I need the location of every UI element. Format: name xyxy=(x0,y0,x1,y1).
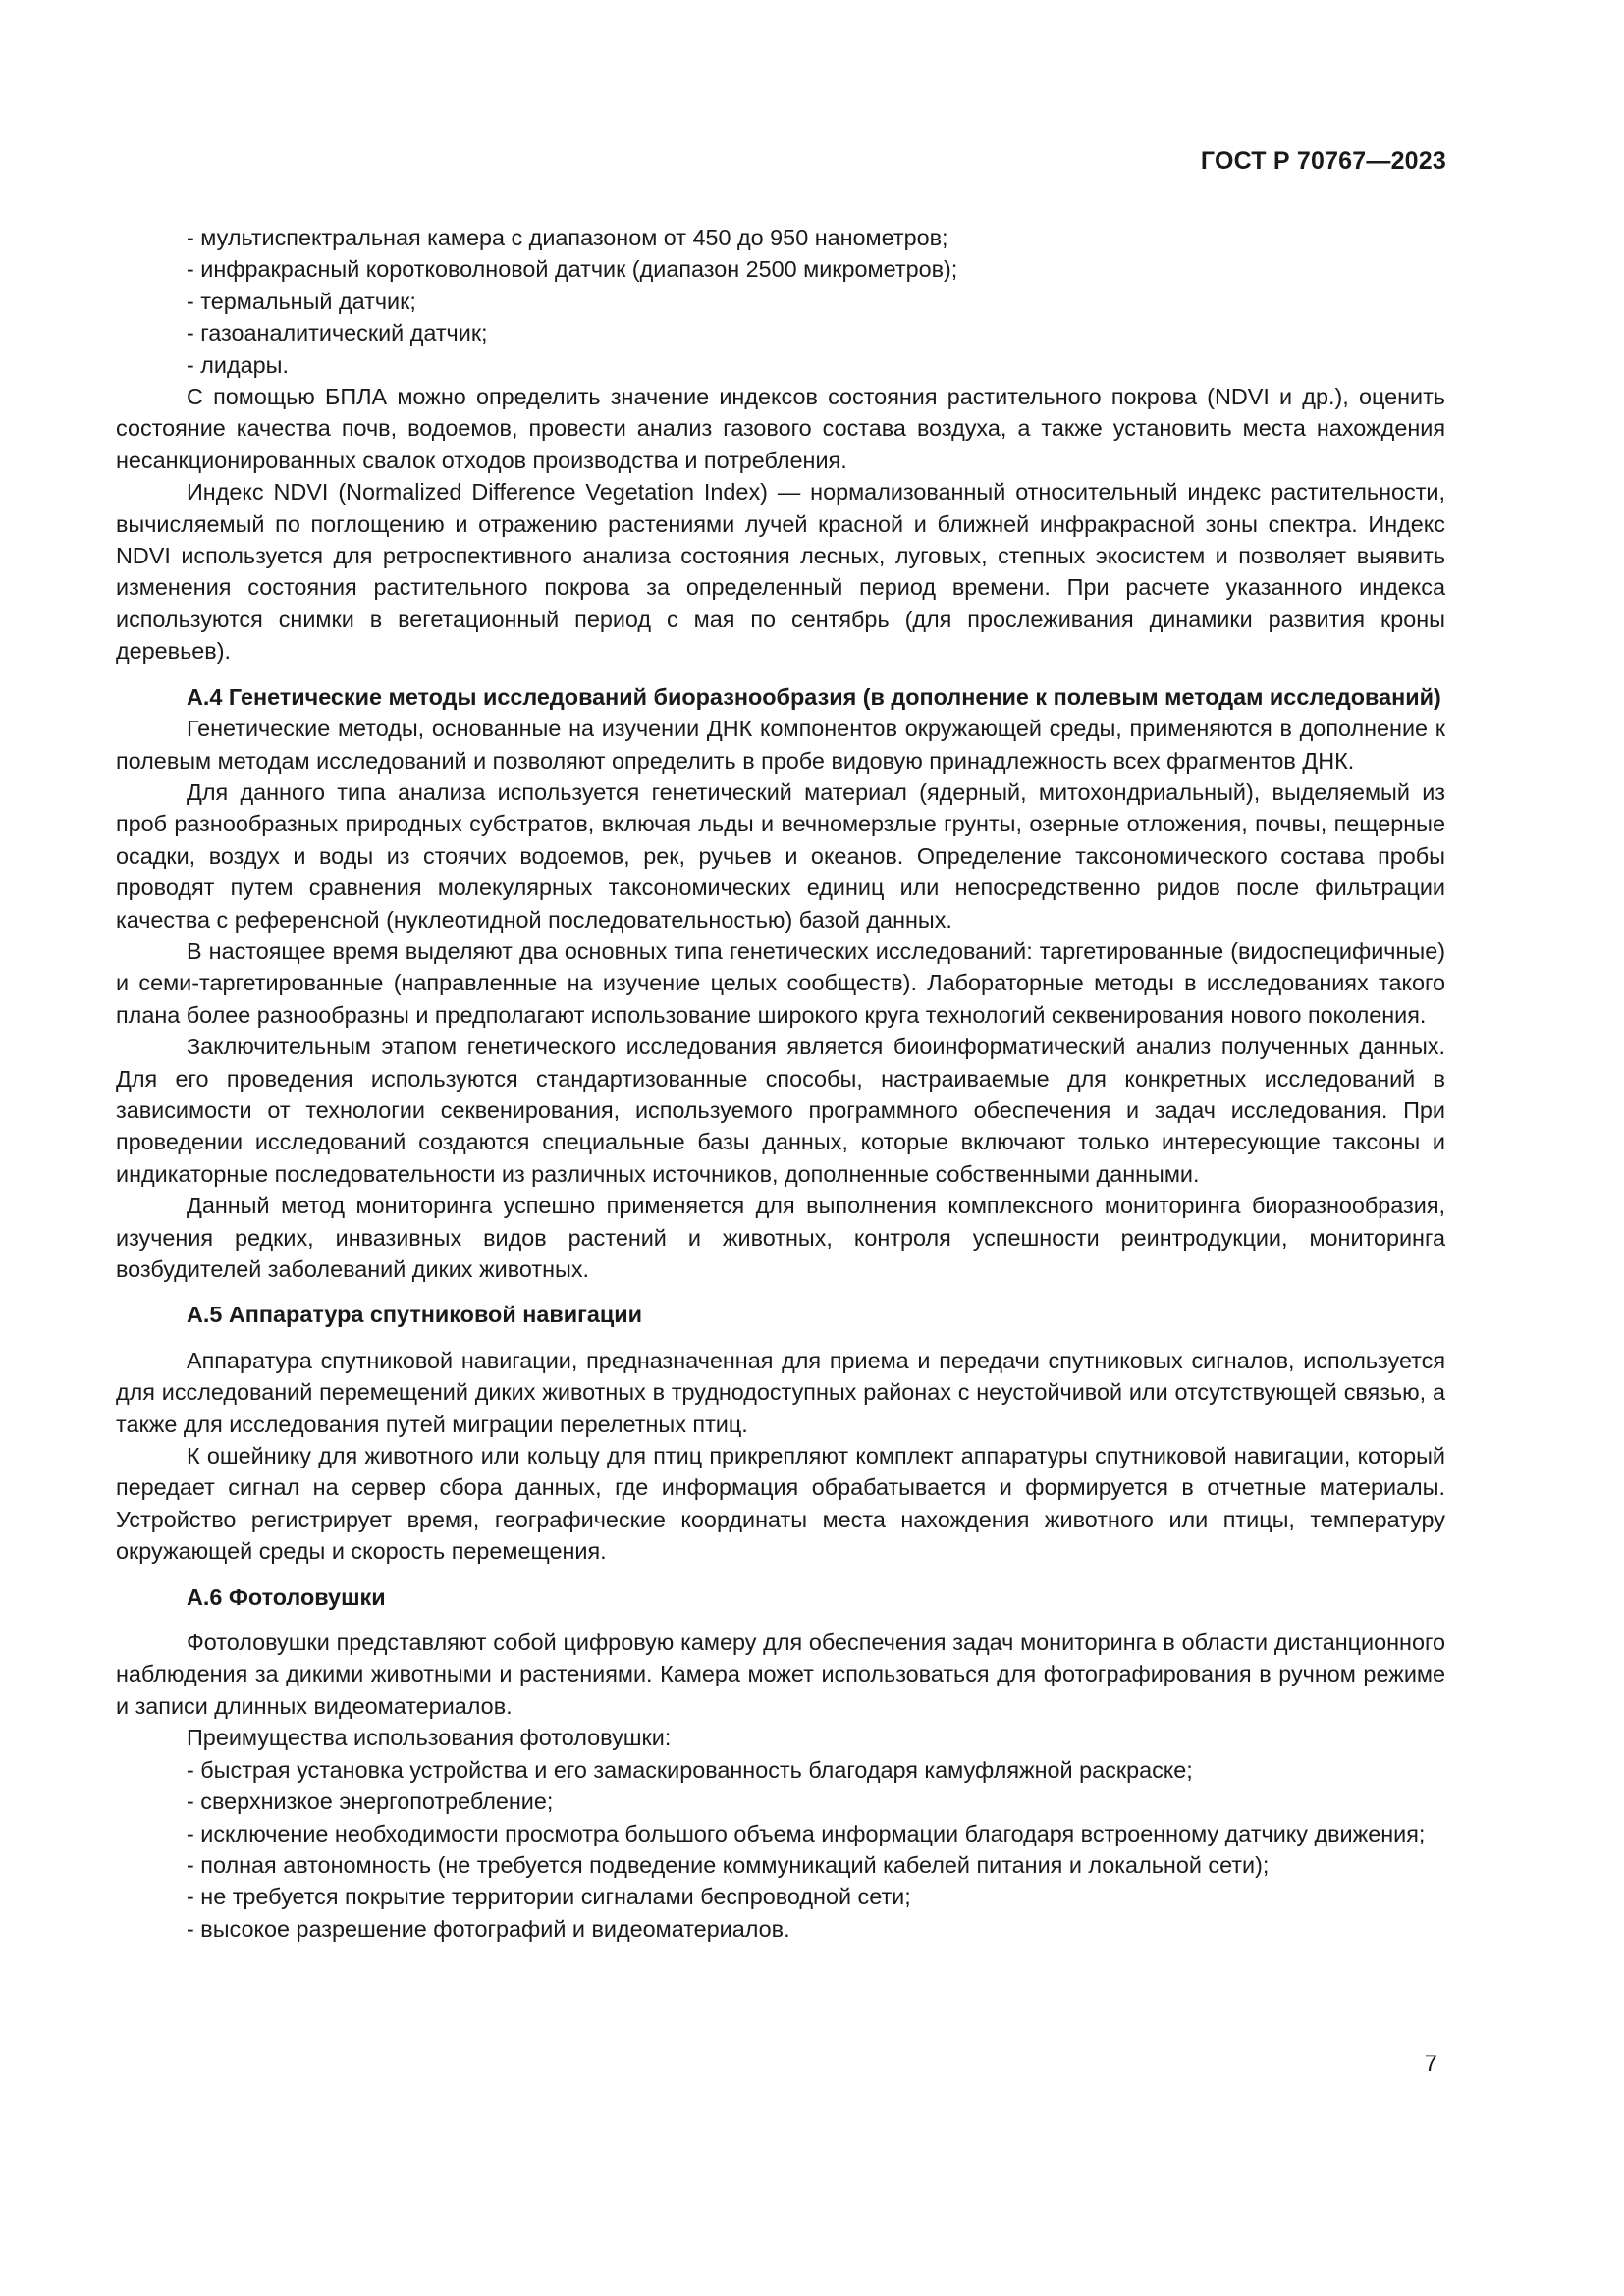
paragraph: В настоящее время выделяют два основных типа генетических исследований: таргетированные (видоспецифичные) и семи-таргетированные (направленные на изучение целых сообществ). Лабораторные методы в исследованиях такого плана более разнообразны и предполагают использование широкого круга технологий секвенирования нового поколения. xyxy=(116,937,1445,1028)
paragraph: Данный метод мониторинга успешно применяется для выполнения комплексного мониторинга биоразнообразия, изучения редких, инвазивных видов растений и животных, контроля успешности реинтродукции, мониторинга возбудителей заболеваний диких животных. xyxy=(116,1193,1445,1282)
list-item: - лидары. xyxy=(187,351,289,378)
paragraph: Для данного типа анализа используется генетический материал (ядерный, митохондриальный), выделяемый из проб разнообразных природных субстратов, включая льды и вечномерзлые грунты, озерные отложения, почвы, пещерные осадки, воздух и воды из стоячих водоемов, рек, ручьев и океанов. Определение таксономического состава пробы проводят путем сравнения молекулярных таксономических единиц или непосредственно ридов после фильтрации качества с референсной (нуклеотидной последовательностью) базой данных. xyxy=(116,778,1445,933)
list-item: - быстрая установка устройства и его замаскированность благодаря камуфляжной раскраске; xyxy=(187,1756,1193,1783)
paragraph-ndvi: Индекс NDVI (Normalized Difference Vegetation Index) — нормализованный относительный индекс растительности, вычисляемый по поглощению и отражению растениями лучей красной и ближней инфракрасной зоны спектра. Индекс NDVI используется для ретроспективного анализа состояния лесных, луговых, степных экосистем и позволяет выявить изменения состояния растительного покрова за определенный период времени. При расчете указанного индекса используются снимки в вегетационный период с мая по сентябрь (для прослеживания динамики развития кроны деревьев). xyxy=(116,479,1445,665)
list-item: - не требуется покрытие территории сигналами беспроводной сети; xyxy=(187,1884,911,1910)
paragraph: Преимущества использования фотоловушки: xyxy=(187,1725,672,1751)
section-title-a5: А.5 Аппаратура спутниковой навигации xyxy=(187,1302,642,1328)
paragraph: Фотоловушки представляют собой цифровую камеру для обеспечения задач мониторинга в области дистанционного наблюдения за дикими животными и растениями. Камера может использоваться для фотографирования в ручном режиме и записи длинных видеоматериалов. xyxy=(116,1629,1445,1719)
list-item: - термальный датчик; xyxy=(187,288,416,314)
section-title-a4: А.4 Генетические методы исследований биоразнообразия (в дополнение к полевым методам исследований) xyxy=(187,683,1441,710)
paragraph: Заключительным этапом генетического исследования является биоинформатический анализ полученных данных. Для его проведения используются стандартизованные способы, настраиваемые для конкретных исследований в зависимости от технологии секвенирования, используемого программного обеспечения и задач исследования. При проведении исследований создаются специальные базы данных, которые включают только интересующие таксоны и индикаторные последовательности из различных источников, дополненные собственными данными. xyxy=(116,1034,1445,1187)
paragraph-bpla: С помощью БПЛА можно определить значение индексов состояния растительного покрова (NDVI и др.), оценить состояние качества почв, водоемов, провести анализ газового состава воздуха, а также установить места нахождения несанкционированных свалок отходов производства и потребления. xyxy=(116,384,1445,473)
list-item: - исключение необходимости просмотра большого объема информации благодаря встроенному датчику движения; xyxy=(187,1820,1426,1846)
paragraph: Генетические методы, основанные на изучении ДНК компонентов окружающей среды, применяются в дополнение к полевым методам исследований и позволяют определить в пробе видовую принадлежность всех фрагментов ДНК. xyxy=(116,716,1445,774)
page-number: 7 xyxy=(1424,2051,1437,2077)
paragraph: К ошейнику для животного или кольцу для птиц прикрепляют комплект аппаратуры спутниковой навигации, который передает сигнал на сервер сбора данных, где информация обрабатывается и формируется в отчетные материалы. Устройство регистрирует время, географические координаты места нахождения животного или птицы, температуру окружающей среды и скорость перемещения. xyxy=(116,1443,1445,1565)
list-item: - высокое разрешение фотографий и видеоматериалов. xyxy=(187,1915,790,1942)
list-item: - мультиспектральная камера с диапазоном от 450 до 950 нанометров; xyxy=(187,225,948,250)
list-item: - сверхнизкое энергопотребление; xyxy=(187,1789,554,1815)
list-item: - инфракрасный коротковолновой датчик (диапазон 2500 микрометров); xyxy=(187,256,958,283)
list-item: - газоаналитический датчик; xyxy=(187,320,488,347)
document-code-header: ГОСТ Р 70767—2023 xyxy=(1200,147,1446,175)
paragraph: Аппаратура спутниковой навигации, предназначенная для приема и передачи спутниковых сигналов, используется для исследований перемещений диких животных в труднодоступных районах с неустойчивой или отсутствующей связью, а также для исследования путей миграции перелетных птиц. xyxy=(116,1347,1445,1437)
document-body xyxy=(116,222,1445,1945)
section-title-a6: А.6 Фотоловушки xyxy=(187,1583,386,1610)
list-item: - полная автономность (не требуется подведение коммуникаций кабелей питания и локальной сети); xyxy=(187,1851,1270,1878)
